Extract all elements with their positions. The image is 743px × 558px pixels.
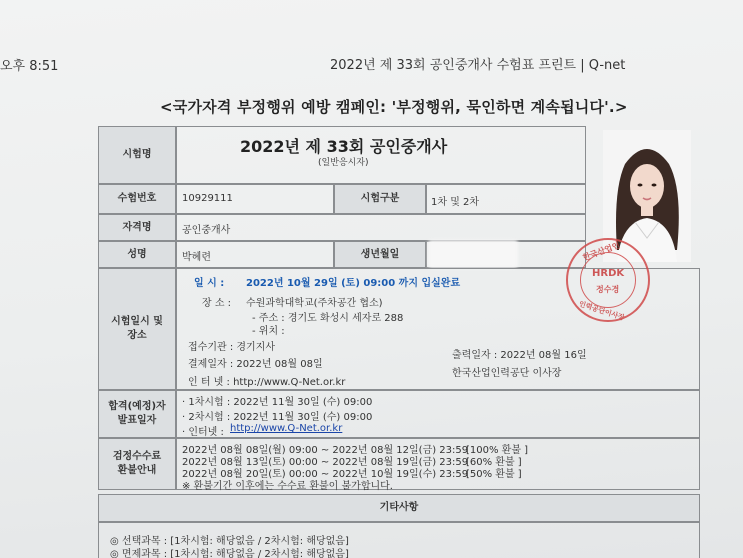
refund-row-1-rate: [100% 환불 ] — [466, 445, 529, 456]
office-value: 접수기관 : 경기지사 — [188, 342, 276, 353]
refund-row-3-rate: [50% 환불 ] — [466, 469, 522, 480]
result-line-3-prefix: · 인터넷 : — [182, 427, 224, 438]
refund-row-3-period: 2022년 08월 20일(토) 00:00 ~ 2022년 10월 19일(수) 23:59 — [182, 469, 469, 480]
place-value: 수원과학대학교(주차공간 협소) — [246, 298, 383, 309]
place-prefix: 장 소 : — [202, 298, 232, 309]
datetime-prefix: 일 시 : — [194, 278, 225, 289]
place-address: - 주소 : 경기도 화성시 세자로 288 — [252, 313, 404, 324]
other-line-1: ◎ 선택과목 : [1차시험: 해당없음 / 2차시험: 해당없음] — [110, 536, 349, 547]
result-label: 합격(예정)자 발표일자 — [98, 390, 176, 438]
exam-type-label: 시험구분 — [334, 184, 426, 214]
birth-redaction — [428, 240, 518, 268]
qualification-value: 공인중개사 — [182, 225, 231, 236]
exam-number-value: 10929111 — [182, 193, 233, 204]
refund-label: 검정수수료 환불안내 — [98, 438, 176, 490]
refund-row-1-period: 2022년 08월 08일(월) 09:00 ~ 2022년 08월 12일(금) 23:59 — [182, 445, 469, 456]
qnet-link[interactable]: http://www.Q-Net.or.kr — [230, 423, 343, 434]
qualification-cell — [176, 214, 586, 241]
exam-name-label: 시험명 — [98, 126, 176, 184]
refund-row-2-rate: [60% 환불 ] — [466, 457, 522, 468]
official-seal: 한국산업인 HRDK 정수경 인력공단이사장 — [566, 238, 650, 322]
exam-number-label: 수험번호 — [98, 184, 176, 214]
other-label: 기타사항 — [98, 494, 700, 522]
exam-subtitle: (일반응시자) — [318, 158, 369, 168]
place-location: - 위치 : — [252, 326, 285, 337]
exam-type-value: 1차 및 2차 — [431, 197, 480, 208]
result-line-1: · 1차시험 : 2022년 11월 30일 (수) 09:00 — [182, 397, 373, 408]
datetime-value: 2022년 10월 29일 (토) 09:00 까지 입실완료 — [246, 278, 461, 289]
print-time: 오후 8:51 — [0, 59, 59, 74]
qualification-label: 자격명 — [98, 214, 176, 241]
issuer: 한국산업인력공단 이사장 — [452, 368, 562, 379]
print-date: 출력일자 : 2022년 08월 16일 — [452, 350, 587, 361]
birth-label: 생년월일 — [334, 241, 426, 268]
refund-row-2-period: 2022년 08월 13일(토) 00:00 ~ 2022년 08월 19일(금) 23:59 — [182, 457, 469, 468]
name-value: 박혜련 — [182, 252, 211, 263]
campaign-banner: <국가자격 부정행위 예방 캠페인: '부정행위, 묵인하면 계속됩니다'.> — [160, 98, 628, 116]
print-page-title: 2022년 제 33회 공인중개사 수험표 프린트 | Q-net — [330, 58, 626, 73]
other-line-2: ◎ 면제과목 : [1차시험: 해당없음 / 2차시험: 해당없음] — [110, 549, 349, 558]
refund-note: ※ 환불기간 이후에는 수수료 환불이 불가합니다. — [182, 481, 393, 492]
name-label: 성명 — [98, 241, 176, 268]
result-line-2: · 2차시험 : 2022년 11월 30일 (수) 09:00 — [182, 412, 373, 423]
internet-value: 인 터 넷 : http://www.Q-Net.or.kr — [188, 377, 346, 388]
exam-title: 2022년 제 33회 공인중개사 — [240, 137, 448, 156]
payment-value: 결제일자 : 2022년 08월 08일 — [188, 359, 323, 370]
schedule-label: 시험일시 및 장소 — [98, 268, 176, 390]
